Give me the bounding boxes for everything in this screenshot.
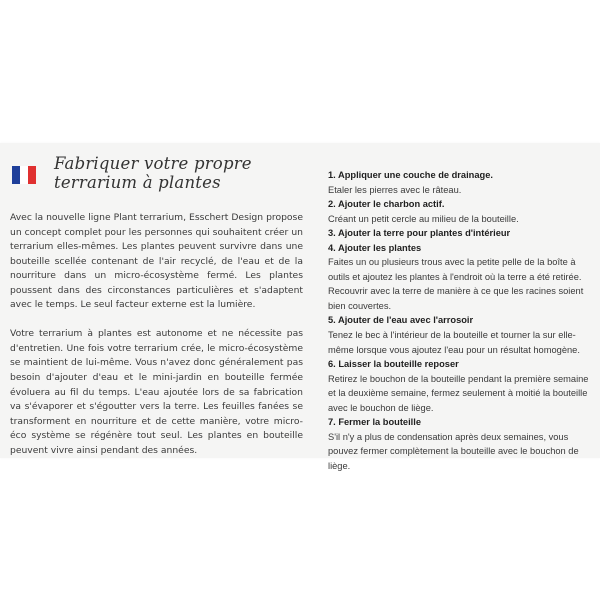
flag-white-stripe [20,166,28,184]
step-3 [328,226,590,241]
step-7 [328,415,590,473]
step-body: Créant un petit cercle au milieu de la bouteille. [328,213,519,224]
flag-blue-stripe [12,166,20,184]
intro-paragraph-1: Avec la nouvelle ligne Plant terrarium, Esschert Design propose un concept complet pour les personnes qui souhaitent créer un terrarium elles-mêmes. Les plantes peuvent survivre dans une bouteille scellée contenant de l'air recyclé, de l'eau et de la nourriture dans un micro-écosystème fermé. Les plantes poussent dans des circonstances particulières et s'adaptent avec le temps. Le seul facteur externe est la lumière. [10,212,303,311]
step-1 [328,168,590,197]
french-flag-icon [12,166,36,184]
step-5 [328,313,590,357]
step-title: 7. Fermer la bouteille [328,417,422,428]
step-title: 3. Ajouter la terre pour plantes d'intérieur [328,228,511,239]
title-line-1: Fabriquer votre propre [54,154,252,173]
intro-column [10,211,303,458]
step-title: 2. Ajouter le charbon actif. [328,199,445,210]
step-title: 5. Ajouter de l'eau avec l'arrosoir [328,315,474,326]
step-2 [328,197,590,226]
flag-red-stripe [28,166,36,184]
step-body: Retirez le bouchon de la bouteille pendant la première semaine et la deuxième semaine, fermez seulement à moitié la bouteille avec le bouchon de liège. [328,373,589,413]
step-4 [328,241,590,314]
title-line-2: terrarium à plantes [54,173,221,192]
step-body: Etaler les pierres avec le râteau. [328,184,462,195]
page-title [54,154,274,192]
step-title: 6. Laisser la bouteille reposer [328,359,459,370]
steps-column [328,168,590,473]
step-body: Tenez le bec à l'intérieur de la bouteille et tourner la sur elle-même lorsque vous ajoutez l'eau pour un résultat homogène. [328,330,580,355]
intro-paragraph-2: Votre terrarium à plantes est autonome et ne nécessite pas d'entretien. Une fois votre terrarium crée, le micro-écosystème se maintient de lui-même. Vous n'avez donc généralement pas besoin d'ajouter d'eau et le mini-jardin en bouteille fermée évoluera au fil du temps. L'eau ajoutée lors de sa fabrication va s'évaporer et s'égoutter vers la terre. Les feuilles fanées se transforment en nourriture et de cette manière, votre micro-éco système se régénère tout seul. Les plantes en bouteille peuvent vivre ainsi pendant des années. [10,328,303,456]
step-6 [328,357,590,415]
step-body: Faites un ou plusieurs trous avec la petite pelle de la boîte à outils et ajoutez les plantes à l'endroit où la terre a été retirée. Recouvrir avec la terre de manière à ce que les racines soient bien couvertes. [328,257,584,311]
step-body: S'il n'y a plus de condensation après deux semaines, vous pouvez fermer complètement la bouteille avec le bouchon de liège. [328,431,579,471]
step-title: 4. Ajouter les plantes [328,242,422,253]
step-title: 1. Appliquer une couche de drainage. [328,170,493,180]
